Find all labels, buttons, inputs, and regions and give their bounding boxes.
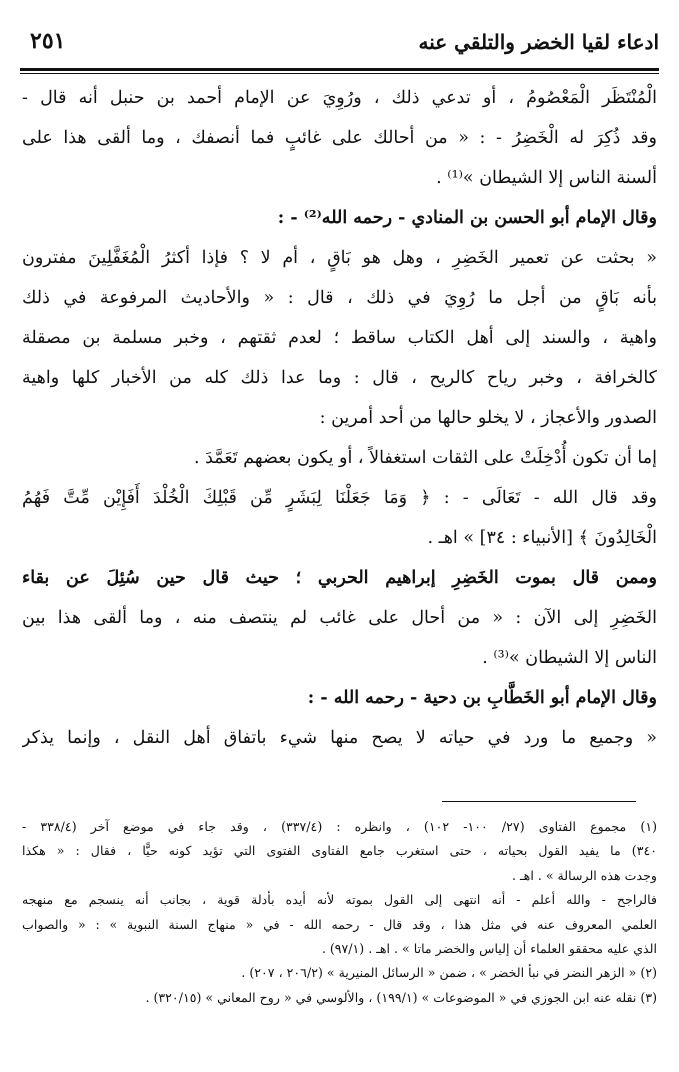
text-line: « بحثت عن تعمير الخَضِرِ ، وهل هو بَاقٍ ، أم لا ؟ فإذا أكثرُ الْمُغَفَّلِينَ مفترون [22,248,657,268]
body-text [22,78,657,758]
text-line: الصدور والأعجاز ، لا يخلو حالها من أحد أمرين : [319,408,657,428]
text-line: الناس إلا الشيطان »⁽³⁾ . [482,648,657,668]
text-line: الخَضِرِ إلى الآن : « من أحال على غائب لم ينتصف منه ، وما ألقى هذا بين [22,608,657,628]
text-line: وقال الإمام أبو الخَطَّابِ بن دحية - رحمه الله - : [307,688,657,708]
text-line: ألسنة الناس إلا الشيطان »⁽¹⁾ . [436,168,657,188]
text-line: وقد قال الله - تَعَالَى - : ﴿ وَمَا جَعَلْنَا لِبَشَرٍ مِّن قَبْلِكَ الْخُلْدَ أَفَإِيْن مِّتَّ فَهُمُ [22,488,657,508]
text-line: الْمُنْتَظَر الْمَعْصُومُ ، أو تدعي ذلك ، ورُوِيَ عن الإمام أحمد بن حنبل أنه قال - [22,88,657,108]
footnotes [22,815,657,1010]
text-line: الْخَالِدُونَ ﴾ [الأنبياء : ٣٤] » اهـ . [427,528,657,548]
text-line: بأنه بَاقٍ من أجل ما رُوِيَ في ذلك ، قال : « والأحاديث المرفوعة في ذلك [22,288,657,308]
text-line: إما أن تكون أُدْخِلَتْ على الثقات استغفالاً ، أو يكون بعضهم تَعَمَّدَ . [193,448,657,468]
text-line: وممن قال بموت الخَضِرِ إبراهيم الحربي ؛ حيث قال حين سُئِلَ عن بقاء [22,568,657,588]
footnote-line: فالراجح - والله أعلم - أنه انتهى إلى القول بموته لأنه أيده بأدلة قوية ، بجانب أنه ينسجم مع منهجه [22,892,657,908]
footnote-line: الذي عليه محققو العلماء أن إلياس والخضر ماتا » . اهـ . (٩٧/١) . [321,940,657,956]
footnote-line: (٢) « الزهر النضر في نبأ الخضر » ، ضمن « الرسائل المنيرية » (٢٠٦/٢ ، ٢٠٧) . [241,965,657,981]
text-line: وقد ذُكِرَ له الْخَضِرُ - : « من أحالك على غائبٍ فما أنصفك ، وما ألقى هذا على [22,128,657,148]
page-header [20,26,659,60]
footnote-line: وجدت هذه الرسالة » . اهـ . [511,867,657,883]
text-line: كالخرافة ، وخبر رياح كالريح ، قال : وما عدا ذلك كله من الأخبار كلها واهية [22,368,657,388]
footnote-line: العلمي المعروف عنه في مثل هذا ، وقد قال - رحمه الله - في « منهاج السنة النبوية » : « والصواب [22,916,657,932]
footnote-rule [442,801,636,802]
text-line: « وجميع ما ورد في حياته لا يصح منها شيء باتفاق أهل النقل ، وإنما يذكر [22,728,657,748]
footnote-line: (١) مجموع الفتاوى (٢٧/ ١٠٠- ١٠٢) ، وانظره : (٣٣٧/٤) ، وقد جاء في موضع آخر (٣٣٨/٤ - [22,819,657,834]
header-rule [20,68,659,74]
page-number: ٢٥١ [30,28,66,54]
footnote-line: ٣٤٠) ما يفيد القول بحياته ، حتى استغرب جامع الفتاوى الفتوى التي تؤيد كونه حيًّا ، فقال : « هكذا [22,843,657,859]
text-line: وقال الإمام أبو الحسن بن المنادي - رحمه الله⁽²⁾ - : [277,208,657,228]
footnote-line: (٣) نقله عنه ابن الجوزي في « الموضوعات » (١٩٩/١) ، والألوسي في « روح المعاني » (٣٢٠/١٥) . [145,989,657,1005]
text-line: واهية ، والسند إلى أهل الكتاب ساقط ؛ لعدم ثقتهم ، وخبر مسلمة بن مصقلة [22,328,657,348]
running-title: ادعاء لقيا الخضر والتلقي عنه [418,30,659,54]
